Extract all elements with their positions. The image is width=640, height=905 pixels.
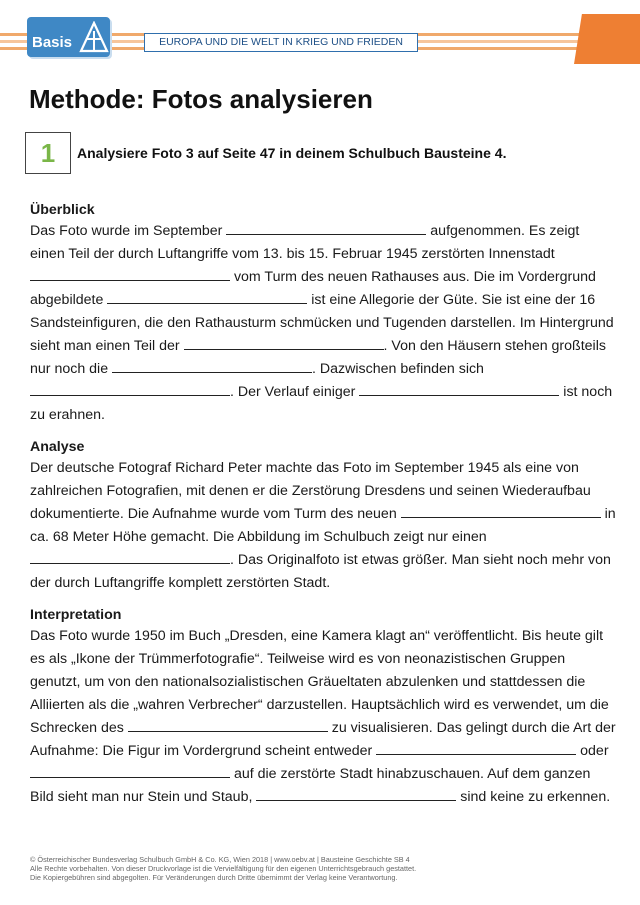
- fill-in-blank[interactable]: [30, 764, 230, 778]
- text-segment: oder: [576, 743, 609, 759]
- fill-in-blank[interactable]: [359, 382, 559, 396]
- task-instruction: Analysiere Foto 3 auf Seite 47 in deinem Schulbuch Bausteine 4.: [77, 145, 507, 161]
- fill-in-blank[interactable]: [376, 741, 576, 755]
- fill-in-blank[interactable]: [112, 359, 312, 373]
- fill-in-blank[interactable]: [30, 382, 230, 396]
- footer-line: Alle Rechte vorbehalten. Von dieser Druckvorlage ist die Vervielfältigung für den eigenen Unterrichtsgebrauch gestattet.: [30, 864, 417, 873]
- fill-in-blank[interactable]: [107, 290, 307, 304]
- fill-in-blank[interactable]: [401, 504, 601, 518]
- text-segment: aufgenommen. Es zeigt einen Teil der durch Luftangriffe vom 13. bis 15. Februar 1945 zerstörten Innenstadt: [30, 223, 580, 262]
- task-number: 1: [25, 132, 71, 174]
- text-segment: . Das Originalfoto ist etwas größer. Man sieht noch mehr von der durch Luftangriffe komplett zerstörten Stadt.: [30, 552, 611, 591]
- text-segment: . Von den Häusern stehen großteils nur noch die: [30, 338, 606, 377]
- section-heading-analysis: Analyse: [30, 439, 85, 455]
- analysis-paragraph: [30, 457, 616, 595]
- section-heading-overview: Überblick: [30, 202, 95, 218]
- fill-in-blank[interactable]: [30, 550, 230, 564]
- text-segment: . Der Verlauf einiger: [230, 384, 360, 400]
- page-title: Methode: Fotos analysieren: [29, 84, 373, 114]
- text-segment: . Dazwischen befinden sich: [312, 361, 484, 377]
- text-segment: ist eine Allegorie der Güte. Sie ist eine der 16 Sandsteinfiguren, die den Rathausturm schmücken und Tugenden darstellen. Im Hintergrund sieht man einen Teil der: [30, 292, 614, 354]
- fill-in-blank[interactable]: [184, 336, 384, 350]
- text-segment: in ca. 68 Meter Höhe gemacht. Die Abbildung im Schulbuch zeigt nur einen: [30, 506, 616, 545]
- text-segment: Das Foto wurde 1950 im Buch „Dresden, eine Kamera klagt an“ veröffentlicht. Bis heute gilt es als „Ikone der Trümmerfotografie“. Teilweise wird es von neonazistischen Gruppen genutzt, um von den nationalsozialistischen Gräueltaten abzulenken und stattdessen die Alliierten als die „wahren Verbrecher“ darzustellen. Hauptsächlich wird es verwendet, um die Schrecken des: [30, 628, 609, 736]
- text-segment: Das Foto wurde im September: [30, 223, 227, 239]
- triangle-logo-icon: [79, 21, 109, 53]
- overview-paragraph: [30, 220, 616, 427]
- text-segment: ist noch zu erahnen.: [30, 384, 613, 423]
- copyright-footer: [30, 855, 620, 882]
- worksheet-content: [30, 200, 616, 819]
- section-heading-interpretation: Interpretation: [30, 607, 122, 623]
- fill-in-blank[interactable]: [226, 221, 426, 235]
- fill-in-blank[interactable]: [30, 267, 230, 281]
- footer-line: Die Kopiergebühren sind abgegolten. Für Veränderungen durch Dritte übernimmt der Verlag keine Verantwortung.: [30, 873, 398, 882]
- basis-logo: [27, 17, 110, 57]
- text-segment: zu visualisieren. Das gelingt durch die Art der Aufnahme: Die Figur im Vordergrund scheint entweder: [30, 720, 616, 759]
- fill-in-blank[interactable]: [128, 718, 328, 732]
- text-segment: Der deutsche Fotograf Richard Peter machte das Foto im September 1945 als eine von zahlreichen Fotografien, mit denen er die Zerstörung Dresdens und seinen Wiederaufbau dokumentierte. Die Aufnahme wurde vom Turm des neuen: [30, 460, 591, 522]
- corner-accent: [574, 14, 640, 64]
- text-segment: vom Turm des neuen Rathauses aus. Die im Vordergrund abgebildete: [30, 269, 596, 308]
- text-segment: auf die zerstörte Stadt hinabzuschauen. Auf dem ganzen Bild sieht man nur Stein und Staub,: [30, 766, 591, 805]
- page-header: [0, 0, 640, 70]
- fill-in-blank[interactable]: [256, 787, 456, 801]
- series-title: EUROPA UND DIE WELT IN KRIEG UND FRIEDEN: [144, 33, 418, 52]
- logo-text: Basis: [32, 34, 73, 51]
- footer-line: © Österreichischer Bundesverlag Schulbuch GmbH & Co. KG, Wien 2018 | www.oebv.at | Bausteine Geschichte SB 4: [30, 855, 410, 864]
- interpretation-paragraph: [30, 625, 616, 809]
- text-segment: sind keine zu erkennen.: [456, 789, 611, 805]
